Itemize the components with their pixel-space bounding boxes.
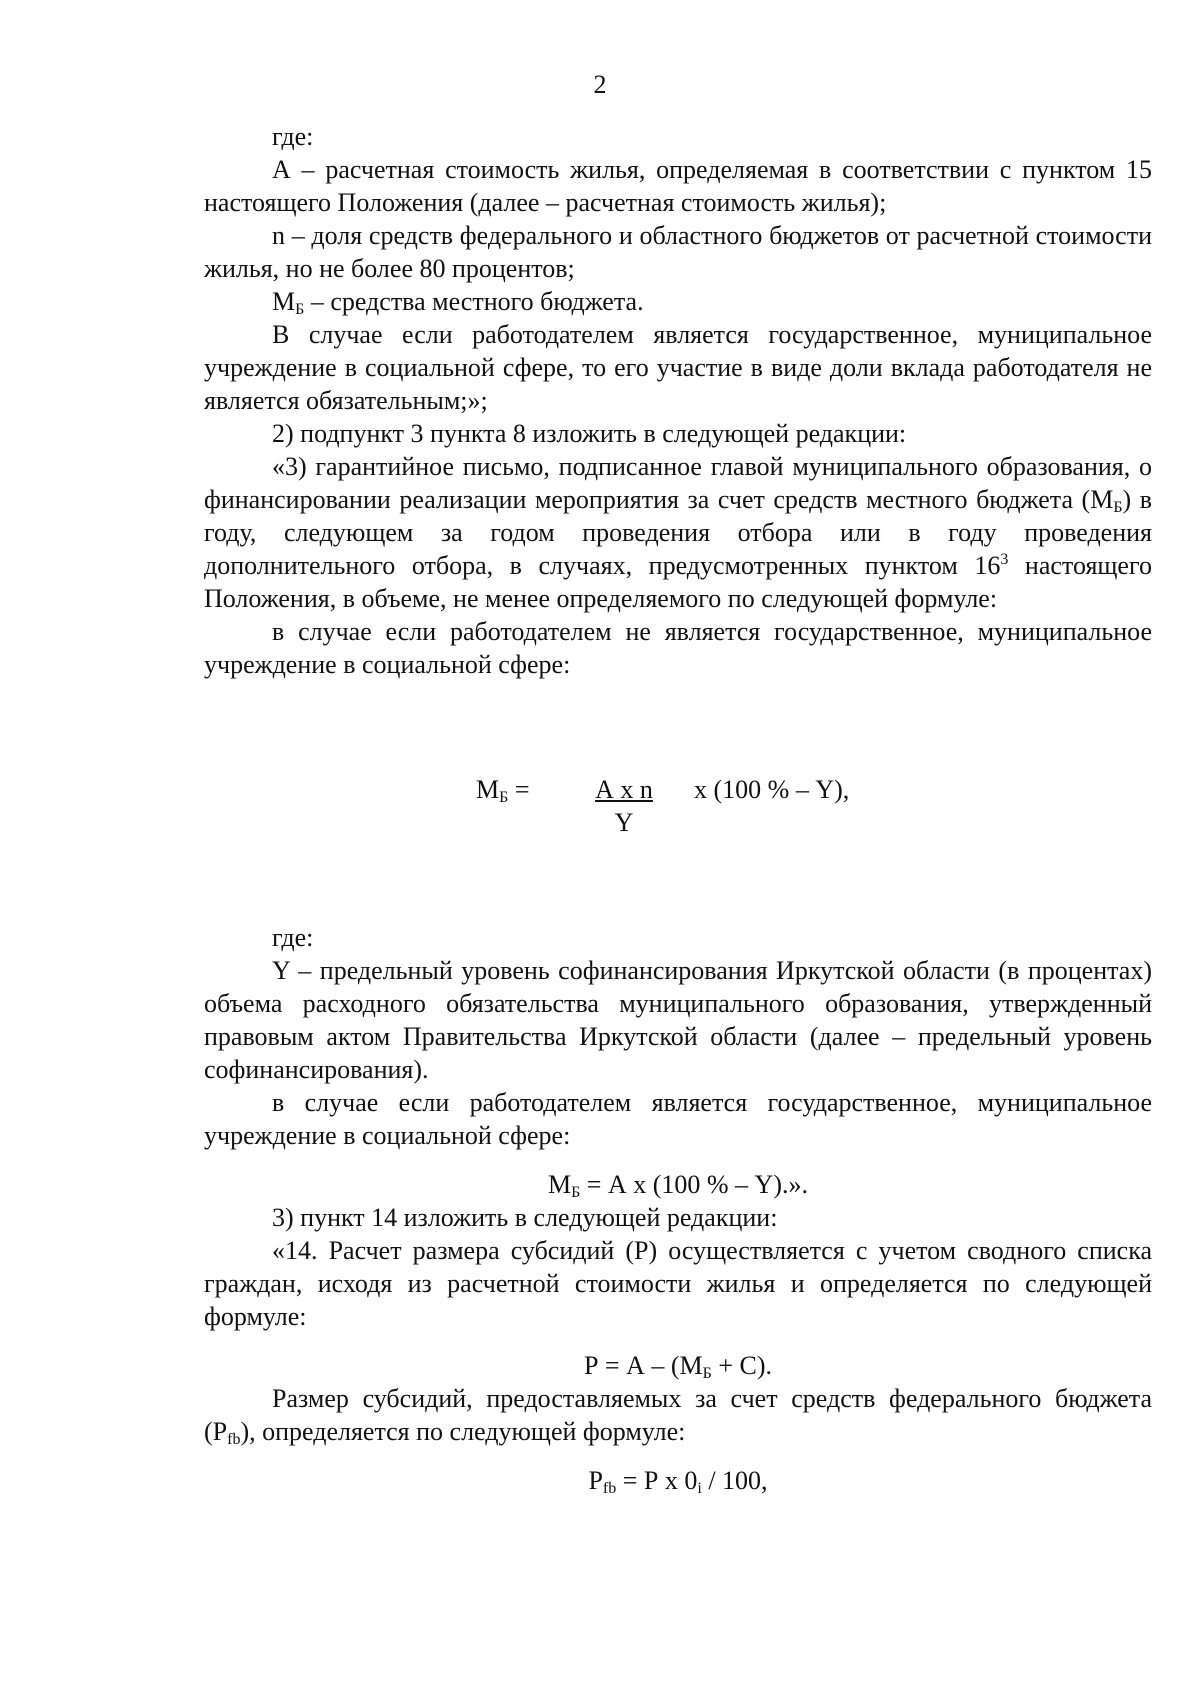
paragraph-where-2: где: xyxy=(272,923,314,952)
paragraph-subitem-3: 3) пункт 14 изложить в следующей редакции: xyxy=(272,1203,778,1232)
formula-rhs: х (100 % – Y), xyxy=(694,775,850,804)
formula-mb-state: $М_Б = А$ х (100 % – Y).». xyxy=(547,1170,808,1201)
formula-lhs: $М_Б$ = xyxy=(476,775,530,806)
formula-p: $Р = А - (М_Б + С)$. xyxy=(583,1351,773,1382)
paragraph-federal-subsidy: Размер субсидий, предоставляемых за счет средств федерального бюджета $(Р_{fb})$, определяется по следующей формуле: xyxy=(204,1384,1152,1448)
paragraph-item-14: «14. Расчет размера субсидий (Р) осуществляется с учетом сводного списка граждан, исходя из расчетной стоимости жилья и определяется по следующей формуле: xyxy=(204,1236,1152,1331)
formula-mb-fraction xyxy=(204,773,1152,843)
formula-fraction xyxy=(589,773,659,839)
formula-numerator: А х n xyxy=(595,775,653,804)
page-number: 2 xyxy=(593,70,607,99)
formula-denominator: Y xyxy=(614,808,634,837)
document-body xyxy=(204,120,1152,1497)
formula-pfb: $Р_{fb} = Р$ х $0_i / 100$, xyxy=(588,1466,768,1497)
paragraph-where-1: где: xyxy=(272,122,314,151)
paragraph-subitem-2: 2) подпункт 3 пункта 8 изложить в следующей редакции: xyxy=(272,419,907,448)
paragraph-case-state: в случае если работодателем является государственное, муниципальное учреждение в социальной сфере: xyxy=(204,1088,1152,1150)
paragraph-def-y: Y – предельный уровень софинансирования Иркутской области (в процентах) объема расходного обязательства муниципального образования, утвержденный правовым актом Правительства Иркутской области (далее – предельный уровень софинансирования). xyxy=(204,956,1152,1084)
paragraph-def-mb: $М_Б$ – средства местного бюджета. xyxy=(272,287,644,318)
paragraph-employer-case: В случае если работодателем является государственное, муниципальное учреждение в социальной сфере, то его участие в виде доли вклада работодателя не является обязательным;»; xyxy=(204,320,1152,415)
paragraph-def-n: n – доля средств федерального и областного бюджетов от расчетной стоимости жилья, но не более 80 процентов; xyxy=(204,221,1152,283)
paragraph-case-not-state: в случае если работодателем не является государственное, муниципальное учреждение в социальной сфере: xyxy=(204,617,1152,679)
paragraph-def-a: А – расчетная стоимость жилья, определяемая в соответствии с пунктом 15 настоящего Положения (далее – расчетная стоимость жилья); xyxy=(204,155,1152,217)
paragraph-guarantee-letter: «3) гарантийное письмо, подписанное главой муниципального образования, о финансировании реализации мероприятия за счет средств местного бюджета $(М_Б)$ в году, следующем за годом проведения отбора или в году проведения дополнительного отбора, в случаях, предусмотренных пунктом $16^3$ настоящего Положения, в объеме, не менее определяемого по следующей формуле: xyxy=(204,452,1153,613)
